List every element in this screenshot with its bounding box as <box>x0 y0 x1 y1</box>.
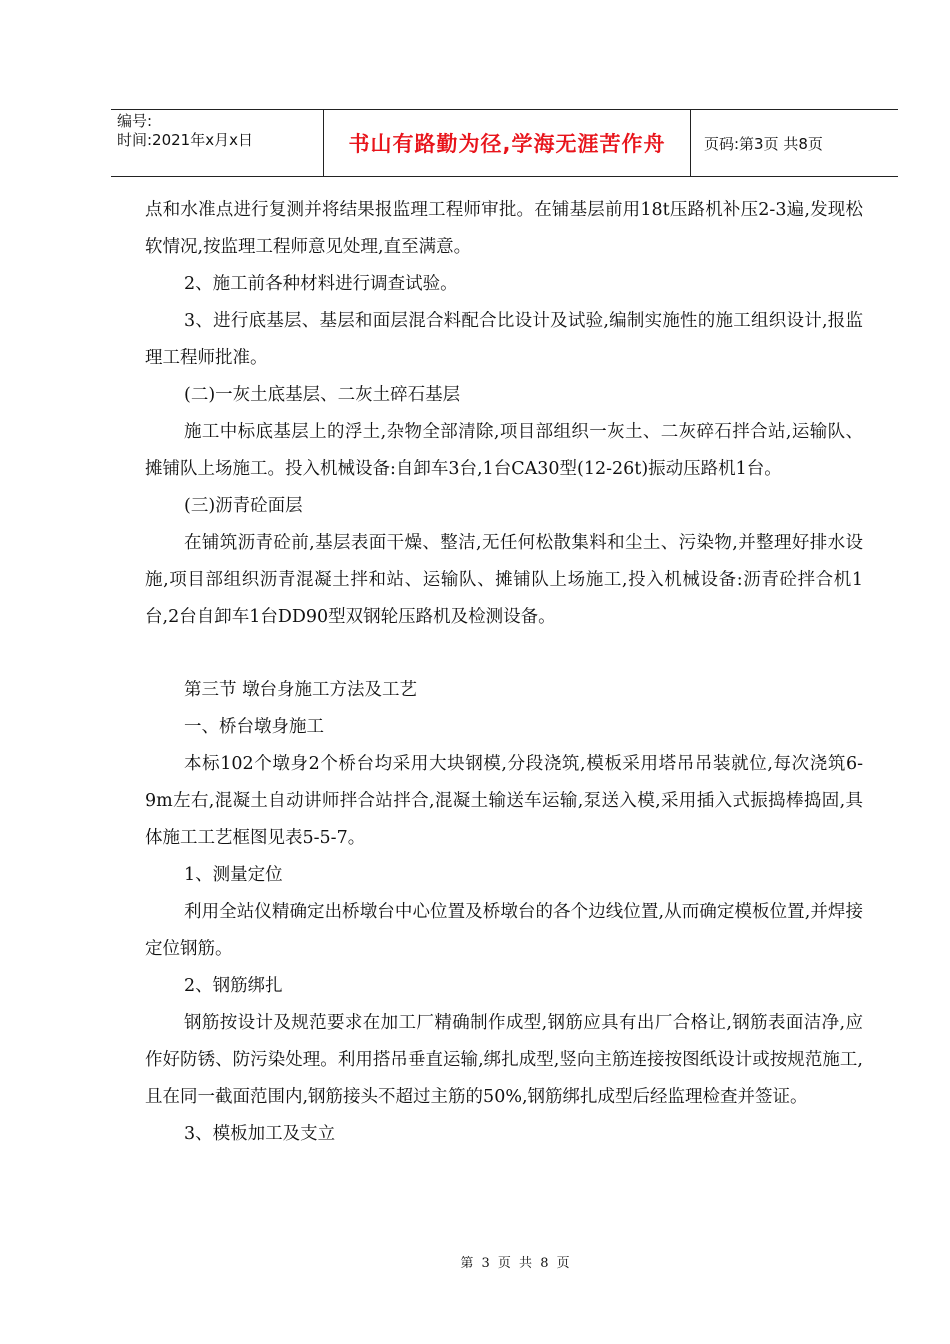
paragraph: 本标102个墩身2个桥台均采用大块钢模,分段浇筑,模板采用塔吊吊装就位,每次浇筑6-9m左右,混凝土自动讲师拌合站拌合,混凝土输送车运输,泵送入模,采用插入式振捣棒捣固,具体施工工艺框图见表5-5-7。 <box>145 754 863 848</box>
paragraph: 2、施工前各种材料进行调查试验。 <box>184 274 458 294</box>
paragraph: 利用全站仪精确定出桥墩台中心位置及桥墩台的各个边线位置,从而确定模板位置,并焊接定位钢筋。 <box>145 902 863 959</box>
document-body <box>145 192 863 1153</box>
paragraph: 2、钢筋绑扎 <box>184 976 283 996</box>
page-footer <box>0 1252 950 1271</box>
document-header <box>111 109 898 177</box>
paragraph: 钢筋按设计及规范要求在加工厂精确制作成型,钢筋应具有出厂合格让,钢筋表面洁净,应作好防锈、防污染处理。利用搭吊垂直运输,绑扎成型,竖向主筋连接按图纸设计或按规范施工,且在同一截面范围内,钢筋接头不超过主筋的50%,钢筋绑扎成型后经监理检查并签证。 <box>145 1013 863 1107</box>
paragraph: 施工中标底基层上的浮土,杂物全部清除,项目部组织一灰土、二灰碎石拌合站,运输队、摊铺队上场施工。投入机械设备:自卸车3台,1台CA30型(12-26t)振动压路机1台。 <box>145 422 863 479</box>
paragraph: (二)一灰土底基层、二灰土碎石基层 <box>184 385 461 405</box>
time-label: 时间:2021年x月x日 <box>117 131 253 149</box>
paragraph: 3、进行底基层、基层和面层混合料配合比设计及试验,编制实施性的施工组织设计,报监理工程师批准。 <box>145 311 863 368</box>
paragraph: 在铺筑沥青砼前,基层表面干燥、整洁,无任何松散集料和尘土、污染物,并整理好排水设施,项目部组织沥青混凝土拌和站、运输队、摊铺队上场施工,投入机械设备:沥青砼拌合机1台,2台自卸车1台DD90型双钢轮压路机及检测设备。 <box>145 533 863 627</box>
footer-page-number: 第 3 页 共 8 页 <box>460 1256 570 1271</box>
paragraph: 3、模板加工及支立 <box>184 1124 336 1144</box>
paragraph: 一、桥台墩身施工 <box>184 717 324 737</box>
paragraph: (三)沥青砼面层 <box>184 496 303 516</box>
number-label: 编号: <box>117 112 153 130</box>
header-motto: 书山有路勤为径,学海无涯苦作舟 <box>323 110 691 176</box>
paragraph: 点和水准点进行复测并将结果报监理工程师审批。在铺基层前用18t压路机补压2-3遍,发现松软情况,按监理工程师意见处理,直至满意。 <box>145 200 863 257</box>
paragraph: 第三节 墩台身施工方法及工艺 <box>184 680 418 700</box>
header-meta <box>111 110 323 176</box>
header-page-info: 页码:第3页 共8页 <box>704 134 823 153</box>
paragraph: 1、测量定位 <box>184 865 283 885</box>
